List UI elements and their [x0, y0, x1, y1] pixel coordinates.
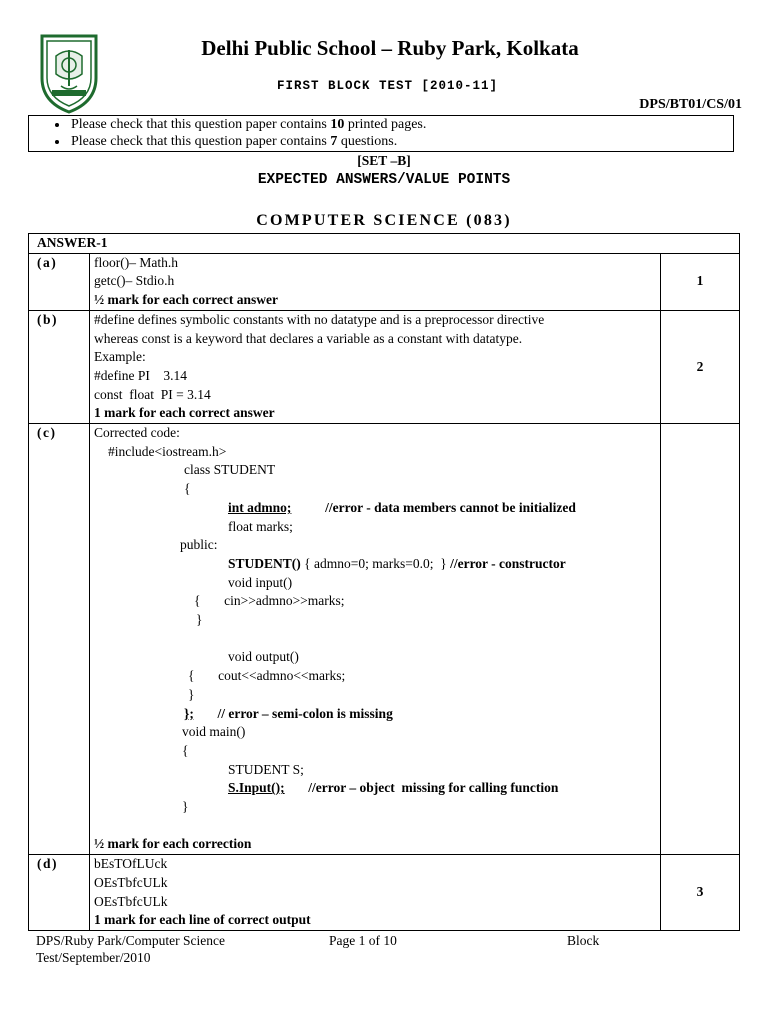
- row-c: [29, 424, 740, 855]
- code-line: {: [182, 742, 189, 758]
- code-line: Corrected code:: [94, 425, 180, 441]
- answer-a-line: getc()– Stdio.h: [94, 273, 175, 289]
- instruction-questions: • Please check that this question paper contains 7 questions.: [69, 133, 733, 150]
- content-a: [90, 253, 661, 310]
- code-line: {: [184, 481, 191, 497]
- code-line: }: [196, 612, 203, 628]
- footer-right: Block: [567, 933, 600, 948]
- code-line: STUDENT S;: [228, 761, 304, 777]
- code-line: }: [182, 799, 189, 815]
- code-line: { cin>>admno>>marks;: [194, 593, 345, 609]
- code-line: }; // error – semi-colon is missing: [184, 705, 393, 721]
- school-crest-logo: [36, 28, 102, 116]
- answer-header-row: [29, 234, 740, 254]
- answer-b-line: whereas const is a keyword that declares a variable as a constant with datatype.: [94, 330, 523, 346]
- code-line: STUDENT() { admno=0; marks=0.0; } //error - constructor: [228, 555, 566, 571]
- label-d: (d): [29, 855, 90, 931]
- answer-d-line: OEsTbfcULk: [94, 874, 168, 890]
- code-line: class STUDENT: [184, 462, 276, 478]
- code-line: #include<iostream.h>: [108, 443, 227, 459]
- subject-title: COMPUTER SCIENCE (083): [256, 212, 512, 229]
- code-line: }: [188, 686, 195, 702]
- marks-c: [661, 424, 740, 855]
- footer-page-number: Page 1 of 10: [329, 933, 397, 948]
- test-title: FIRST BLOCK TEST [2010-11]: [276, 79, 499, 93]
- answer-table: [28, 233, 740, 931]
- label-b: (b): [29, 310, 90, 423]
- label-a: (a): [29, 253, 90, 310]
- answer-header: ANSWER-1: [29, 234, 740, 254]
- answer-d-line: OEsTbfcULk: [94, 893, 168, 909]
- footer-line2: Test/September/2010: [36, 950, 151, 965]
- label-c: (c): [29, 424, 90, 855]
- code-blank-line: [94, 817, 656, 836]
- code-line: void output(): [228, 649, 299, 665]
- row-b: [29, 310, 740, 423]
- row-d: [29, 855, 740, 931]
- marks-a: 1: [661, 253, 740, 310]
- set-label: [SET –B]: [357, 153, 411, 168]
- instruction-pages: • Please check that this question paper contains 10 printed pages.: [69, 116, 733, 133]
- code-blank-line: [94, 630, 656, 649]
- answer-a-line: floor()– Math.h: [94, 254, 178, 270]
- instructions-box: [28, 115, 734, 152]
- row-a: [29, 253, 740, 310]
- code-line: void input(): [228, 574, 293, 590]
- content-d: [90, 855, 661, 931]
- code-line: { cout<<admno<<marks;: [188, 668, 346, 684]
- answer-b-line: const float PI = 3.14: [94, 386, 211, 402]
- code-line: int admno; //error - data members cannot be initialized: [228, 499, 576, 515]
- code-line: S.Input(); //error – object missing for calling function: [228, 780, 559, 796]
- answer-a-marking: ½ mark for each correct answer: [94, 292, 278, 308]
- code-line: float marks;: [228, 518, 293, 534]
- marks-b: 2: [661, 310, 740, 423]
- answer-d-line: bEsTOfLUck: [94, 856, 168, 872]
- answer-b-line: #define defines symbolic constants with no datatype and is a preprocessor directive: [94, 311, 545, 327]
- code-line: void main(): [182, 724, 246, 740]
- paper-code: DPS/BT01/CS/01: [639, 97, 742, 112]
- answer-c-marking: ½ mark for each correction: [94, 836, 252, 852]
- answer-b-marking: 1 mark for each correct answer: [94, 405, 275, 421]
- content-b: [90, 310, 661, 423]
- content-c: [90, 424, 661, 855]
- footer-left: DPS/Ruby Park/Computer Science: [36, 933, 225, 948]
- answer-d-marking: 1 mark for each line of correct output: [94, 912, 311, 928]
- school-name: Delhi Public School – Ruby Park, Kolkata: [201, 36, 579, 60]
- code-line: public:: [180, 537, 218, 553]
- expected-answers-title: EXPECTED ANSWERS/VALUE POINTS: [257, 172, 511, 188]
- marks-d: 3: [661, 855, 740, 931]
- answer-b-line: Example:: [94, 349, 146, 365]
- answer-b-line: #define PI 3.14: [94, 367, 187, 383]
